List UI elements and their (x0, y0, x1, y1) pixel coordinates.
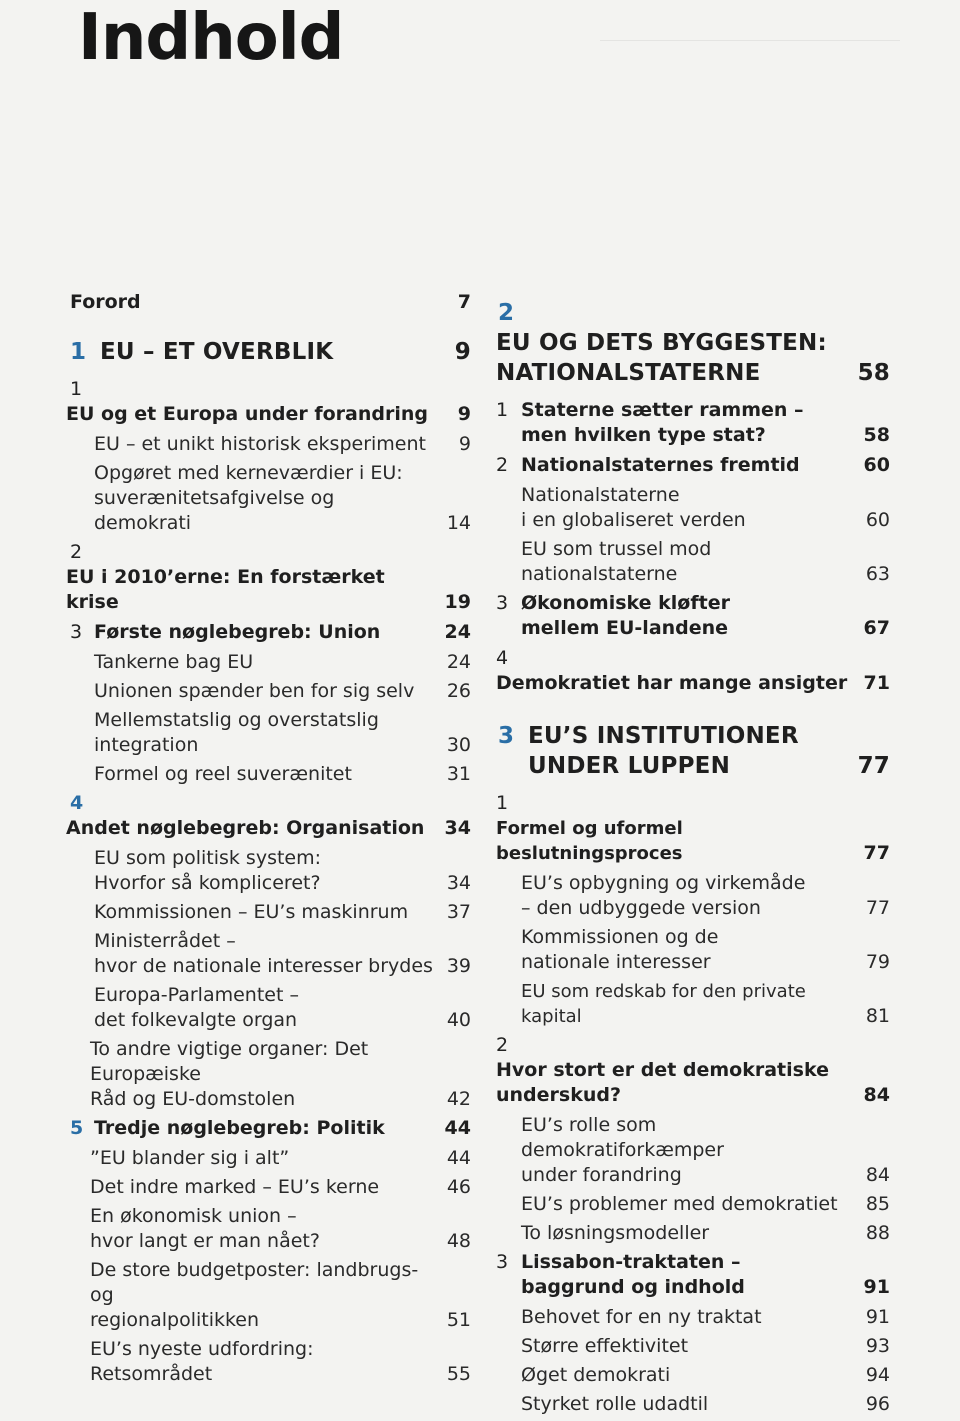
chapter-page: 84 (863, 1084, 890, 1106)
chapter-title: EU og et Europa under forandring (66, 403, 429, 425)
chapter-number: 4 (70, 792, 84, 814)
toc-left-column (66, 290, 471, 1391)
section-title: EU – et unikt historisk eksperiment (94, 433, 426, 455)
toc-section[interactable] (521, 1334, 890, 1359)
section-title: Ministerrådet – hvor de nationale interesser brydes (94, 930, 433, 977)
section-page: 81 (865, 1005, 890, 1027)
toc-section[interactable] (521, 871, 890, 921)
section-title: EU som redskab for den private kapital (521, 981, 806, 1027)
section-page: 9 (458, 433, 471, 455)
section-page: 14 (446, 512, 471, 534)
toc-section[interactable] (94, 983, 471, 1033)
toc-section[interactable] (521, 537, 890, 587)
section-title: En økonomisk union – hvor langt er man nået? (90, 1205, 320, 1252)
forord-page: 7 (457, 291, 471, 313)
section-page: 96 (865, 1393, 890, 1415)
toc-section[interactable] (521, 979, 890, 1029)
section-title: Nationalstaterne i en globaliseret verden (521, 484, 746, 531)
toc-section[interactable] (521, 1113, 890, 1188)
toc-chapter[interactable] (66, 377, 471, 427)
chapter-number: 1 (496, 399, 509, 421)
toc-right-column (496, 298, 890, 1421)
section-page: 44 (446, 1147, 471, 1169)
section-page: 79 (865, 951, 890, 973)
part-title: EU OG DETS BYGGESTEN: NATIONALSTATERNE (496, 330, 827, 386)
section-page: 31 (446, 763, 471, 785)
chapter-title: EU i 2010’erne: En forstærket krise (66, 566, 385, 613)
section-title: EU’s opbygning og virkemåde – den udbyggede version (521, 872, 806, 919)
section-page: 42 (446, 1088, 471, 1110)
part-page: 9 (454, 339, 471, 365)
chapter-title: Økonomiske kløfter mellem EU-landene (521, 592, 730, 639)
section-title: Opgøret med kerneværdier i EU: suverænitetsafgivelse og demokrati (94, 462, 403, 534)
section-title: Øget demokrati (521, 1364, 671, 1386)
chapter-number: 2 (496, 1034, 509, 1056)
toc-section[interactable] (94, 650, 471, 675)
part-number: 3 (498, 723, 515, 749)
chapter-number: 2 (496, 454, 509, 476)
toc-section[interactable] (94, 762, 471, 787)
chapter-number: 5 (70, 1117, 84, 1139)
section-title: Behovet for en ny traktat (521, 1306, 762, 1328)
chapter-title: Hvor stort er det demokratiske underskud? (496, 1059, 829, 1106)
chapter-page: 24 (444, 621, 471, 643)
part-number: 2 (498, 300, 515, 326)
chapter-number: 4 (496, 647, 509, 669)
chapter-title: Staterne sætter rammen – men hvilken type stat? (521, 399, 804, 446)
chapter-page: 34 (444, 817, 471, 839)
section-title: Formel og reel suverænitet (94, 763, 352, 785)
chapter-page: 58 (863, 424, 890, 446)
toc-section[interactable] (90, 1037, 471, 1112)
toc-section[interactable] (90, 1146, 471, 1171)
chapter-number: 3 (70, 621, 83, 643)
section-title: Mellemstatslig og overstatslig integration (94, 709, 379, 756)
chapter-number: 2 (70, 541, 83, 563)
toc-section[interactable] (521, 1305, 890, 1330)
section-page: 30 (446, 734, 471, 756)
toc-chapter[interactable] (66, 540, 471, 615)
section-page: 60 (865, 509, 890, 531)
toc-chapter[interactable] (496, 453, 890, 478)
section-title: EU som trussel mod nationalstaterne (521, 538, 712, 585)
section-page: 84 (865, 1164, 890, 1186)
toc-chapter[interactable] (496, 1033, 890, 1108)
chapter-number: 3 (496, 1251, 509, 1273)
toc-section[interactable] (94, 461, 471, 536)
chapter-title: Demokratiet har mange ansigter (496, 672, 848, 694)
section-page: 39 (446, 955, 471, 977)
forord-label: Forord (70, 291, 141, 313)
section-page: 94 (865, 1364, 890, 1386)
section-page: 93 (865, 1335, 890, 1357)
page-title: Indhold (78, 1, 344, 75)
section-page: 88 (865, 1222, 890, 1244)
section-page: 34 (446, 872, 471, 894)
section-title: Styrket rolle udadtil (521, 1393, 709, 1415)
toc-part-2[interactable] (496, 298, 890, 388)
section-title: Det indre marked – EU’s kerne (90, 1176, 380, 1198)
section-page: 24 (446, 651, 471, 673)
section-page: 55 (446, 1363, 471, 1385)
section-page: 51 (446, 1309, 471, 1331)
section-title: EU’s problemer med demokratiet (521, 1193, 838, 1215)
toc-section[interactable] (521, 1392, 890, 1417)
toc-section[interactable] (94, 679, 471, 704)
part-title: EU – ET OVERBLIK (100, 339, 334, 365)
chapter-page: 71 (863, 672, 890, 694)
chapter-number: 3 (496, 592, 509, 614)
chapter-number: 1 (70, 378, 83, 400)
section-title: ”EU blander sig i alt” (90, 1147, 290, 1169)
toc-section[interactable] (94, 846, 471, 896)
toc-chapter[interactable] (66, 1116, 471, 1141)
part-title: EU’S INSTITUTIONER UNDER LUPPEN (528, 723, 799, 779)
chapter-page: 67 (863, 617, 890, 639)
chapter-title: Nationalstaternes fremtid (521, 454, 800, 476)
toc-section[interactable] (90, 1258, 471, 1333)
section-title: Unionen spænder ben for sig selv (94, 680, 415, 702)
chapter-page: 19 (444, 591, 471, 613)
toc-chapter[interactable] (496, 646, 890, 696)
chapter-title: Tredje nøglebegreb: Politik (94, 1117, 385, 1139)
section-title: To løsningsmodeller (521, 1222, 710, 1244)
toc-section[interactable] (94, 708, 471, 758)
section-title: De store budgetposter: landbrugs- og regionalpolitikken (90, 1259, 419, 1331)
section-page: 77 (865, 897, 890, 919)
toc-chapter[interactable] (496, 398, 890, 448)
chapter-title: Andet nøglebegreb: Organisation (66, 817, 425, 839)
toc-section[interactable] (521, 1192, 890, 1217)
toc-chapter[interactable] (66, 791, 471, 841)
toc-forord[interactable] (70, 290, 471, 315)
toc-section[interactable] (90, 1175, 471, 1200)
chapter-page: 44 (444, 1117, 471, 1139)
chapter-page: 60 (863, 454, 890, 476)
section-page: 46 (446, 1176, 471, 1198)
bleed-through-texture (600, 10, 900, 270)
toc-chapter[interactable] (496, 591, 890, 641)
section-title: Tankerne bag EU (94, 651, 254, 673)
chapter-title: Lissabon-traktaten – baggrund og indhold (521, 1251, 745, 1298)
toc-section[interactable] (521, 1221, 890, 1246)
part-page: 77 (857, 753, 890, 779)
toc-section[interactable] (521, 925, 890, 975)
toc-section[interactable] (94, 432, 471, 457)
section-title: EU’s nyeste udfordring: Retsområdet (90, 1338, 314, 1385)
section-title: Kommissionen – EU’s maskinrum (94, 901, 409, 923)
toc-part-3[interactable] (496, 721, 890, 781)
section-page: 48 (446, 1230, 471, 1252)
toc-section[interactable] (94, 929, 471, 979)
chapter-page: 9 (457, 403, 471, 425)
section-page: 40 (446, 1009, 471, 1031)
section-title: Større effektivitet (521, 1335, 689, 1357)
toc-section[interactable] (521, 483, 890, 533)
toc-section[interactable] (90, 1204, 471, 1254)
section-title: To andre vigtige organer: Det Europæiske Råd og EU-domstolen (90, 1038, 369, 1110)
chapter-page: 91 (863, 1276, 890, 1298)
toc-chapter[interactable] (496, 791, 890, 866)
toc-part-1[interactable] (66, 337, 471, 367)
section-title: EU’s rolle som demokratiforkæmper under forandring (521, 1114, 724, 1186)
section-title: EU som politisk system: Hvorfor så kompliceret? (94, 847, 322, 894)
section-page: 63 (865, 563, 890, 585)
part-page: 58 (857, 360, 890, 386)
toc-chapter[interactable] (66, 620, 471, 645)
toc-chapter[interactable] (496, 1250, 890, 1300)
section-title: Kommissionen og de nationale interesser (521, 926, 719, 973)
toc-section[interactable] (521, 1363, 890, 1388)
section-page: 26 (446, 680, 471, 702)
toc-section[interactable] (94, 900, 471, 925)
section-page: 37 (446, 901, 471, 923)
toc-section[interactable] (90, 1337, 471, 1387)
part-spacer (496, 701, 890, 721)
section-page: 85 (865, 1193, 890, 1215)
part-number: 1 (70, 339, 87, 365)
chapter-title: Formel og uformel beslutningsproces (496, 818, 683, 864)
chapter-title: Første nøglebegreb: Union (94, 621, 381, 643)
chapter-page: 77 (863, 842, 890, 864)
section-page: 91 (865, 1306, 890, 1328)
chapter-number: 1 (496, 792, 509, 814)
section-title: Europa-Parlamentet – det folkevalgte organ (94, 984, 299, 1031)
